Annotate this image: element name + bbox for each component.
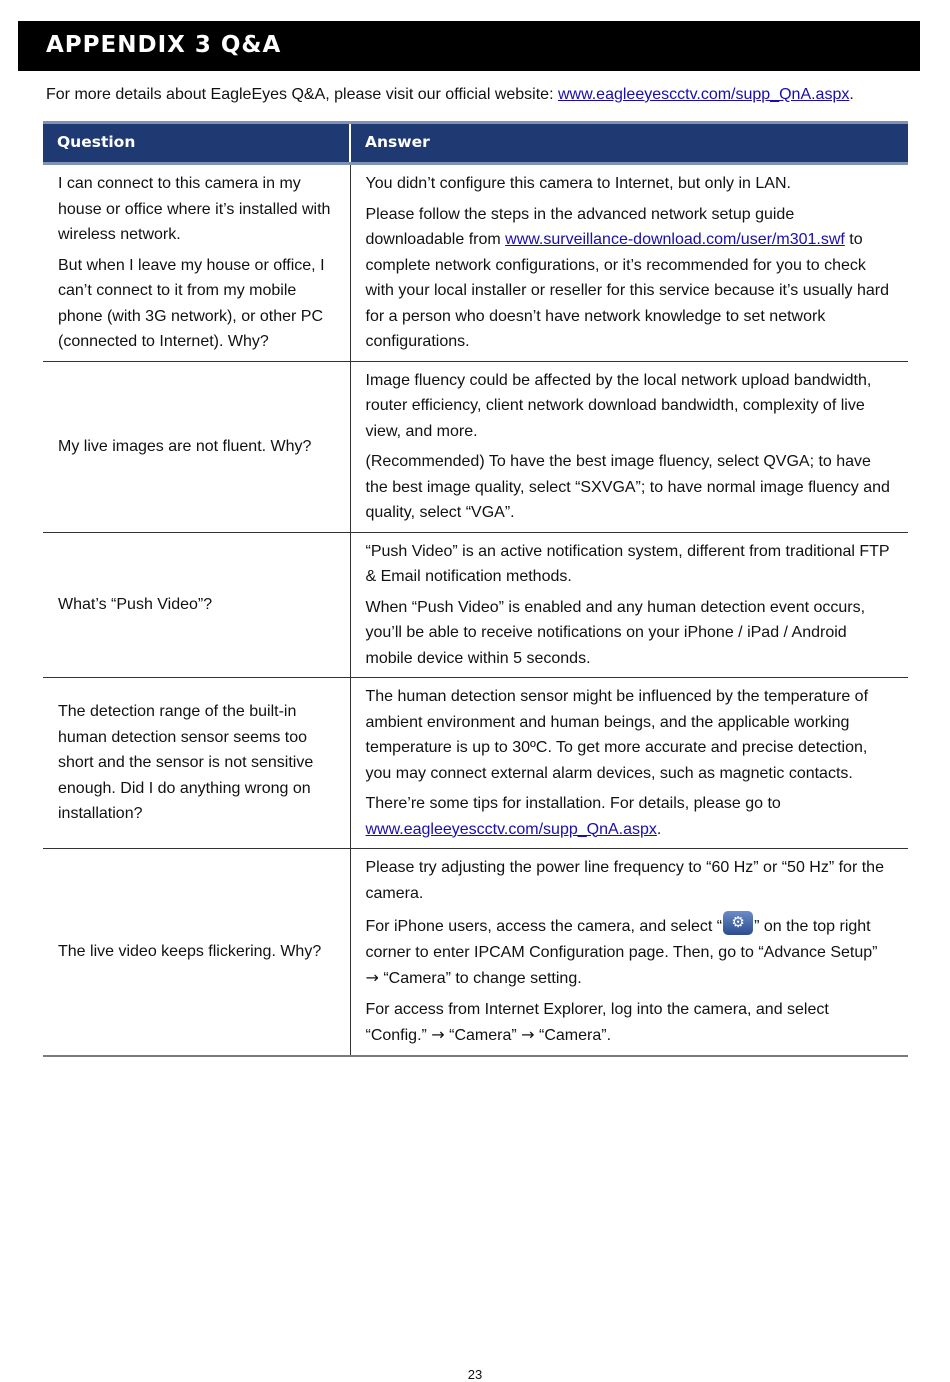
- appendix-title: APPENDIX 3 Q&A: [46, 32, 282, 58]
- qna-website-link[interactable]: www.eagleeyescctv.com/supp_QnA.aspx: [557, 86, 850, 103]
- answer-text: Image fluency could be affected by the local network upload bandwidth, router efficiency, client network download bandwidth, complexity of live view, and more.: [365, 371, 872, 440]
- page-number: 23: [467, 1367, 483, 1382]
- question-cell: [43, 532, 350, 678]
- answer-cell: [350, 678, 908, 849]
- answer-cell: [350, 361, 908, 532]
- intro-line: [46, 86, 854, 104]
- question-column-header: Question: [43, 123, 350, 164]
- setup-guide-link[interactable]: www.surveillance-download.com/user/m301.swf: [505, 231, 845, 248]
- arrow-right-icon: →: [431, 1025, 445, 1044]
- answer-text: You didn’t configure this camera to Internet, but only in LAN.: [365, 175, 791, 192]
- answer-text-segment: “Camera” to change setting.: [378, 970, 582, 987]
- qa-table: [43, 121, 908, 1057]
- question-text: I can connect to this camera in my house or office where it’s installed with wireless network.: [58, 175, 331, 243]
- answer-text: Please try adjusting the power line frequency to “60 Hz” or “50 Hz” for the camera.: [365, 859, 884, 902]
- answer-text: (Recommended) To have the best image fluency, select QVGA; to have the best image quality, select “SXVGA”; to have normal image fluency and quality, select “VGA”.: [365, 453, 890, 521]
- question-text: My live images are not fluent. Why?: [58, 437, 312, 455]
- question-text: What’s “Push Video”?: [58, 596, 213, 613]
- answer-text: [366, 997, 895, 1049]
- answer-column-header: Answer: [350, 123, 908, 164]
- question-text: The live video keeps flickering. Why?: [58, 943, 322, 960]
- question-cell: [43, 164, 350, 362]
- table-row: [43, 532, 908, 678]
- answer-text-segment: “Camera”.: [534, 1027, 612, 1044]
- table-row: [43, 164, 908, 362]
- question-text: But when I leave my house or office, I can’t connect to it from my mobile phone (with 3G network), or other PC (connected to Internet). Why?: [58, 256, 325, 350]
- answer-text-segment: .: [656, 820, 662, 838]
- answer-text-segment: ” on the top right corner to enter IPCAM Configuration page. Then, go to “Advance Setup”: [365, 918, 878, 961]
- answer-text-segment: to complete network configurations, or it’s recommended for you to check with your local installer or reseller for this service because it’s usually hard for a person who doesn’t have network knowledge to set network configurations.: [365, 231, 889, 350]
- gear-icon: [723, 911, 753, 935]
- intro-suffix: .: [849, 86, 854, 103]
- arrow-right-icon: →: [521, 1025, 535, 1044]
- answer-text: [366, 202, 895, 355]
- answer-cell: [350, 164, 908, 362]
- table-row: [43, 678, 908, 849]
- appendix-header-bar: [18, 21, 920, 71]
- question-cell: [43, 849, 350, 1056]
- answer-text: The human detection sensor might be influenced by the temperature of ambient environment and human beings, and the applicable working temperature is up to 30ºC. To get more accurate and precise detection, you may connect external alarm devices, such as magnetic contacts.: [365, 688, 869, 782]
- answer-cell: [350, 532, 908, 678]
- question-cell: [43, 361, 350, 532]
- intro-text: For more details about EagleEyes Q&A, please visit our official website:: [46, 86, 558, 103]
- table-row: [43, 361, 908, 532]
- answer-cell: [350, 849, 908, 1056]
- answer-text-segment: For access from Internet Explorer, log into the camera, and select “Config.”: [365, 1000, 829, 1044]
- arrow-right-icon: →: [365, 968, 379, 987]
- table-header-row: [43, 123, 908, 164]
- answer-text-segment: “Camera”: [444, 1027, 522, 1044]
- answer-text-segment: Please follow the steps in the advanced network setup guide downloadable from: [365, 205, 795, 248]
- table-row: [43, 849, 908, 1056]
- installation-tips-link[interactable]: www.eagleeyescctv.com/supp_QnA.aspx: [365, 820, 657, 838]
- answer-text: “Push Video” is an active notification system, different from traditional FTP & Email notification methods.: [365, 542, 890, 585]
- answer-text-segment: There’re some tips for installation. For details, please go to: [365, 795, 781, 812]
- question-cell: [43, 678, 350, 849]
- answer-text: [366, 791, 895, 842]
- answer-text-segment: For iPhone users, access the camera, and select “: [365, 918, 723, 935]
- answer-text: [366, 911, 895, 992]
- question-text: The detection range of the built-in human detection sensor seems too short and the sensor is not sensitive enough. Did I do anything wrong on installation?: [58, 703, 314, 823]
- answer-text: When “Push Video” is enabled and any human detection event occurs, you’ll be able to receive notifications on your iPhone / iPad / Android mobile device within 5 seconds.: [365, 598, 866, 667]
